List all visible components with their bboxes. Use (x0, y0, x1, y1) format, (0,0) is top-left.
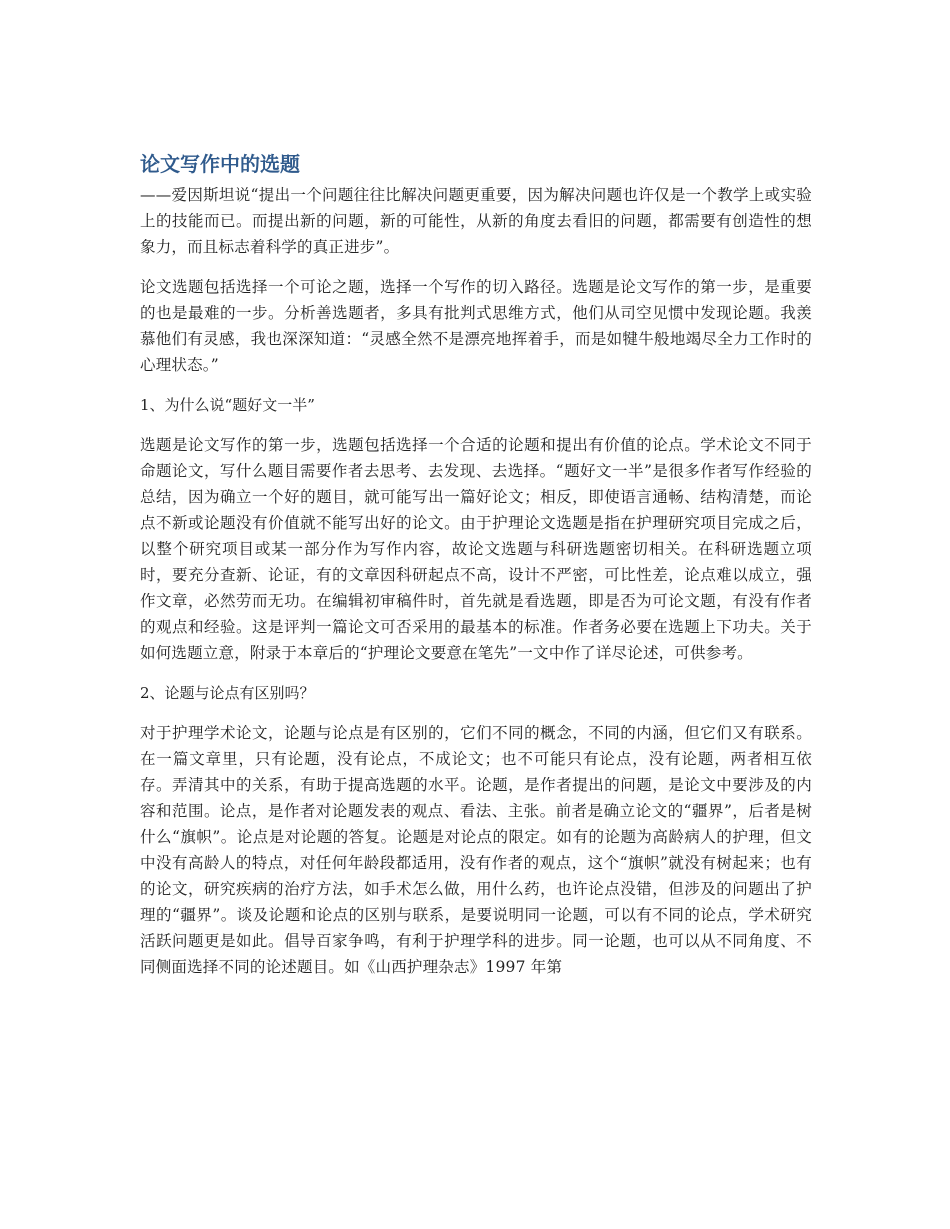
document-title: 论文写作中的选题 (140, 152, 300, 176)
section-1-body: 选题是论文写作的第一步，选题包括选择一个合适的论题和提出有价值的论点。学术论文不同于命题论文，写什么题目需要作者去思考、去发现、去选择。“题好文一半”是很多作者写作经验的总结，因为确立一个好的题目，就可能写出一篇好论文；相反，即使语言通畅、结构清楚，而论点不新或论题没有价值就不能写出好的论文。由于护理论文选题是指在护理研究项目完成之后，以整个研究项目或某一部分作为写作内容，故论文选题与科研选题密切相关。在科研选题立项时，要充分查新、论证，有的文章因科研起点不高，设计不严密，可比性差，论点难以成立，强作文章，必然劳而无功。在编辑初审稿件时，首先就是看选题，即是否为可论文题，有没有作者的观点和经验。这是评判一篇论文可否采用的最基本的标准。作者务必要在选题上下功夫。关于如何选题立意，附录于本章后的“护理论文要意在笔先”一文中作了详尽论述，可供参考。 (140, 436, 812, 662)
body-paragraph-1: 论文选题包括选择一个可论之题，选择一个写作的切入路径。选题是论文写作的第一步，是重要的也是最难的一步。分析善选题者，多具有批判式思维方式，他们从司空见惯中发现论题。我羡慕他们有灵感，我也深深知道：“灵感全然不是漂亮地挥着手，而是如犍牛般地竭尽全力工作时的心理状态。” (140, 278, 812, 374)
document-page (140, 150, 812, 994)
section-1-heading: 1、为什么说“题好文一半” (140, 396, 315, 414)
section-2-body: 对于护理学术论文，论题与论点是有区别的，它们不同的概念，不同的内涵，但它们又有联系。在一篇文章里，只有论题，没有论点，不成论文；也不可能只有论点，没有论题，两者相互依存。弄清其中的关系，有助于提高选题的水平。论题，是作者提出的问题，是论文中要涉及的内容和范围。论点，是作者对论题发表的观点、看法、主张。前者是确立论文的“疆界”，后者是树什么“旗帜”。论点是对论题的答复。论题是对论点的限定。如有的论题为高龄病人的护理，但文中没有高龄人的特点，对任何年龄段都适用，没有作者的观点，这个“旗帜”就没有树起来；也有的论文，研究疾病的治疗方法，如手术怎么做，用什么药，也许论点没错，但涉及的问题出了护理的“疆界”。谈及论题和论点的区别与联系，是要说明同一论题，可以有不同的论点，学术研究活跃问题更是如此。倡导百家争鸣，有利于护理学科的进步。同一论题，也可以从不同角度、不同侧面选择不同的论述题目。如《山西护理杂志》1997 年第 (140, 724, 812, 976)
section-2-heading: 2、论题与论点有区别吗？ (140, 684, 315, 702)
intro-quote-paragraph: ——爱因斯坦说“提出一个问题往往比解决问题更重要，因为解决问题也许仅是一个教学上或实验上的技能而已。而提出新的问题，新的可能性，从新的角度去看旧的问题，都需要有创造性的想象力，而且标志着科学的真正进步”。 (140, 186, 812, 256)
